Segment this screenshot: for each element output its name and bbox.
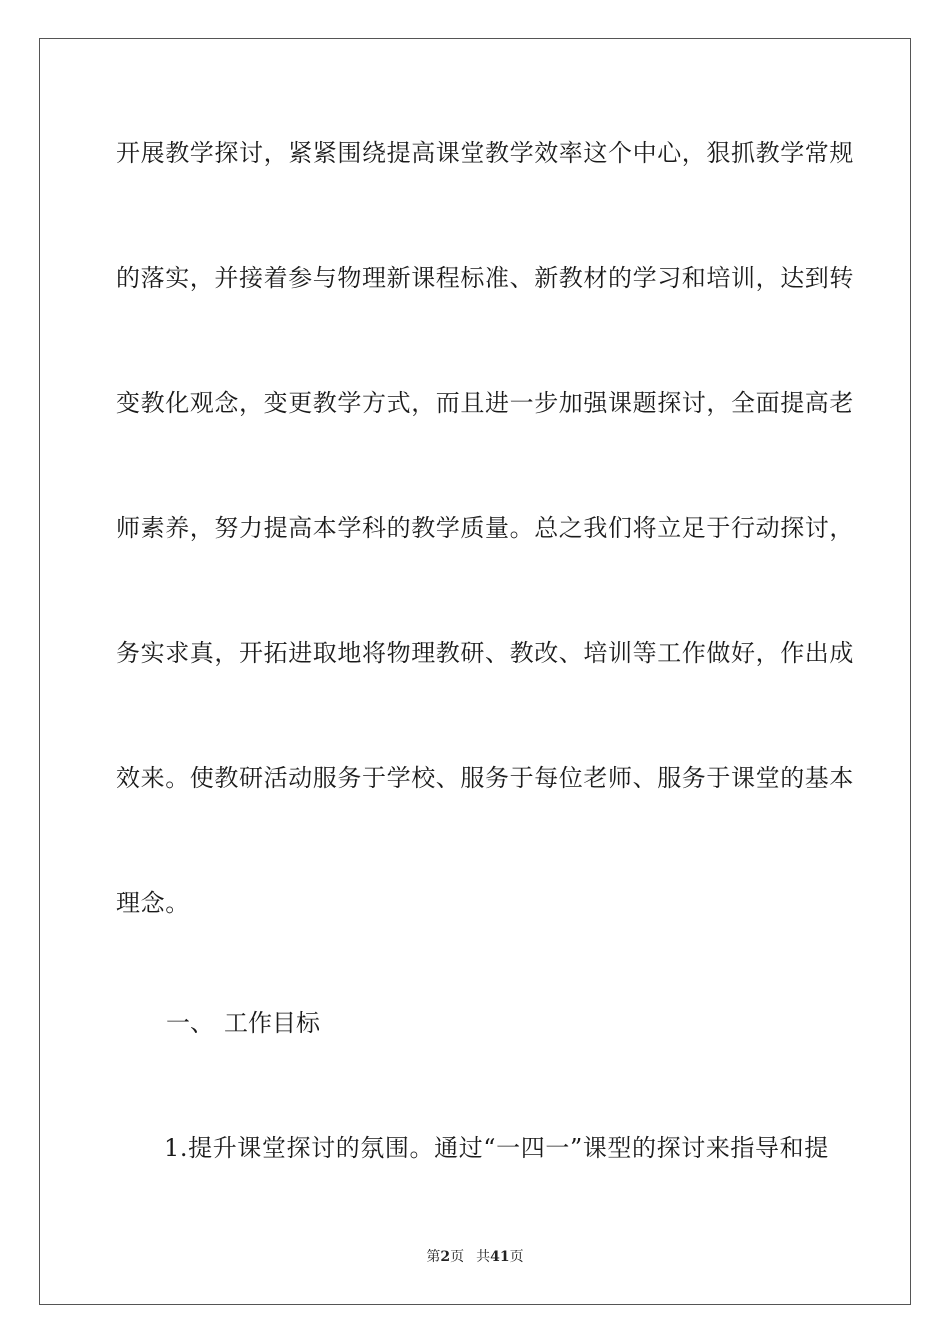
body-line-1: 开展教学探讨，紧紧围绕提高课堂教学效率这个中心，狠抓教学常规 xyxy=(116,139,854,167)
body-line-3: 变教化观念，变更教学方式，而且进一步加强课题探讨，全面提高老 xyxy=(116,389,854,417)
page-border xyxy=(39,38,911,1305)
page-number: 2 xyxy=(440,1249,451,1265)
page-footer xyxy=(0,1247,950,1267)
list-item-1: 1.提升课堂探讨的氛围。通过“一四一”课型的探讨来指导和提 xyxy=(164,1134,829,1162)
body-line-2: 的落实，并接着参与物理新课程标准、新教材的学习和培训，达到转 xyxy=(116,264,854,292)
page-prefix: 第 xyxy=(426,1249,441,1265)
body-line-7: 理念。 xyxy=(116,889,190,917)
section-number: 一、 xyxy=(166,1009,214,1037)
body-line-6: 效来。使教研活动服务于学校、服务于每位老师、服务于课堂的基本 xyxy=(116,764,854,792)
total-pages: 41 xyxy=(490,1249,510,1265)
section-title: 工作目标 xyxy=(224,1009,320,1037)
total-prefix: 共 xyxy=(476,1249,491,1265)
body-line-5: 务实求真，开拓进取地将物理教研、教改、培训等工作做好，作出成 xyxy=(116,639,854,667)
section-heading xyxy=(166,1008,320,1038)
body-line-4: 师素养，努力提高本学科的教学质量。总之我们将立足于行动探讨， xyxy=(116,514,854,542)
total-suffix: 页 xyxy=(509,1249,524,1265)
page-suffix: 页 xyxy=(450,1249,465,1265)
